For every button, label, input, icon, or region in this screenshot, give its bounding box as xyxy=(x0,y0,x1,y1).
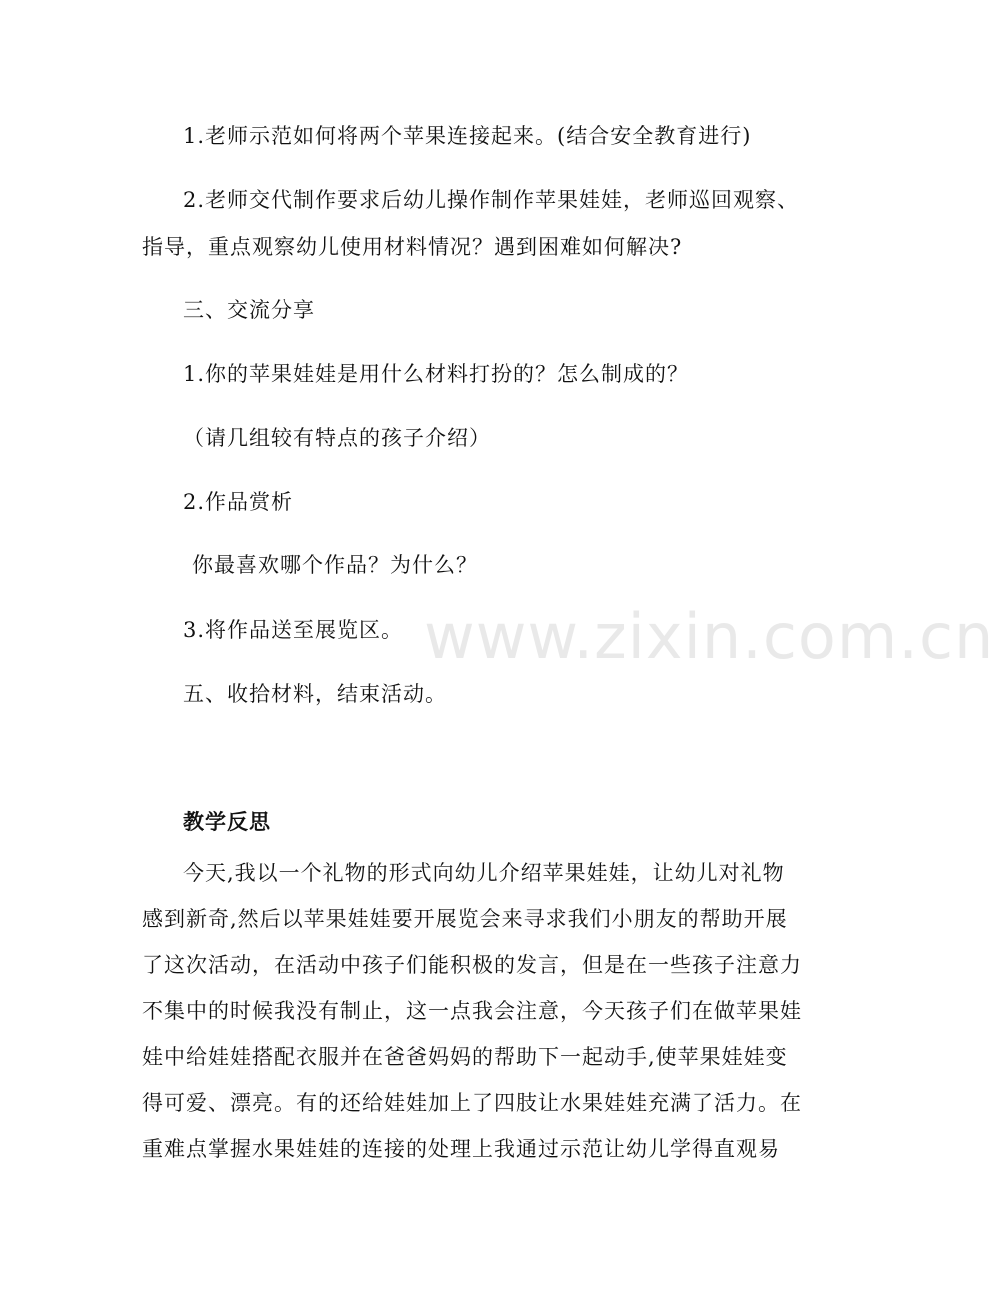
step-demo-connect: 1.老师示范如何将两个苹果连接起来。(结合安全教育进行) xyxy=(183,124,752,148)
share-question-1: 1.你的苹果娃娃是用什么材料打扮的？怎么制成的？ xyxy=(183,362,690,386)
reflection-row: 娃中给娃娃搭配衣服并在爸爸妈妈的帮助下一起动手,使苹果娃娃变 xyxy=(142,1045,788,1069)
share-question-2: 你最喜欢哪个作品？为什么？ xyxy=(192,553,478,577)
reflection-heading: 教学反思 xyxy=(183,810,271,834)
step-children-make: 2.老师交代制作要求后幼儿操作制作苹果娃娃，老师巡回观察、 xyxy=(183,188,800,212)
share-item-3: 3.将作品送至展览区。 xyxy=(183,618,404,642)
section-share-heading: 三、交流分享 xyxy=(183,298,315,322)
reflection-paragraph xyxy=(142,850,802,1172)
reflection-row: 感到新奇,然后以苹果娃娃要开展览会来寻求我们小朋友的帮助开展 xyxy=(142,907,788,931)
reflection-row: 不集中的时候我没有制止，这一点我会注意，今天孩子们在做苹果娃 xyxy=(142,999,802,1023)
section-end-activity: 五、收拾材料，结束活动。 xyxy=(183,682,447,706)
share-note: （请几组较有特点的孩子介绍） xyxy=(183,426,491,450)
reflection-row: 重难点掌握水果娃娃的连接的处理上我通过示范让幼儿学得直观易 xyxy=(142,1137,780,1161)
reflection-row: 得可爱、漂亮。有的还给娃娃加上了四肢让水果娃娃充满了活力。在 xyxy=(142,1091,802,1115)
share-item-2: 2.作品赏析 xyxy=(183,490,294,514)
watermark: www.zixin.com.cn xyxy=(424,600,994,673)
reflection-row: 了这次活动，在活动中孩子们能积极的发言，但是在一些孩子注意力 xyxy=(142,953,802,977)
step-children-make-cont: 指导，重点观察幼儿使用材料情况？遇到困难如何解决? xyxy=(142,235,683,259)
reflection-row: 今天,我以一个礼物的形式向幼儿介绍苹果娃娃，让幼儿对礼物 xyxy=(183,861,785,885)
